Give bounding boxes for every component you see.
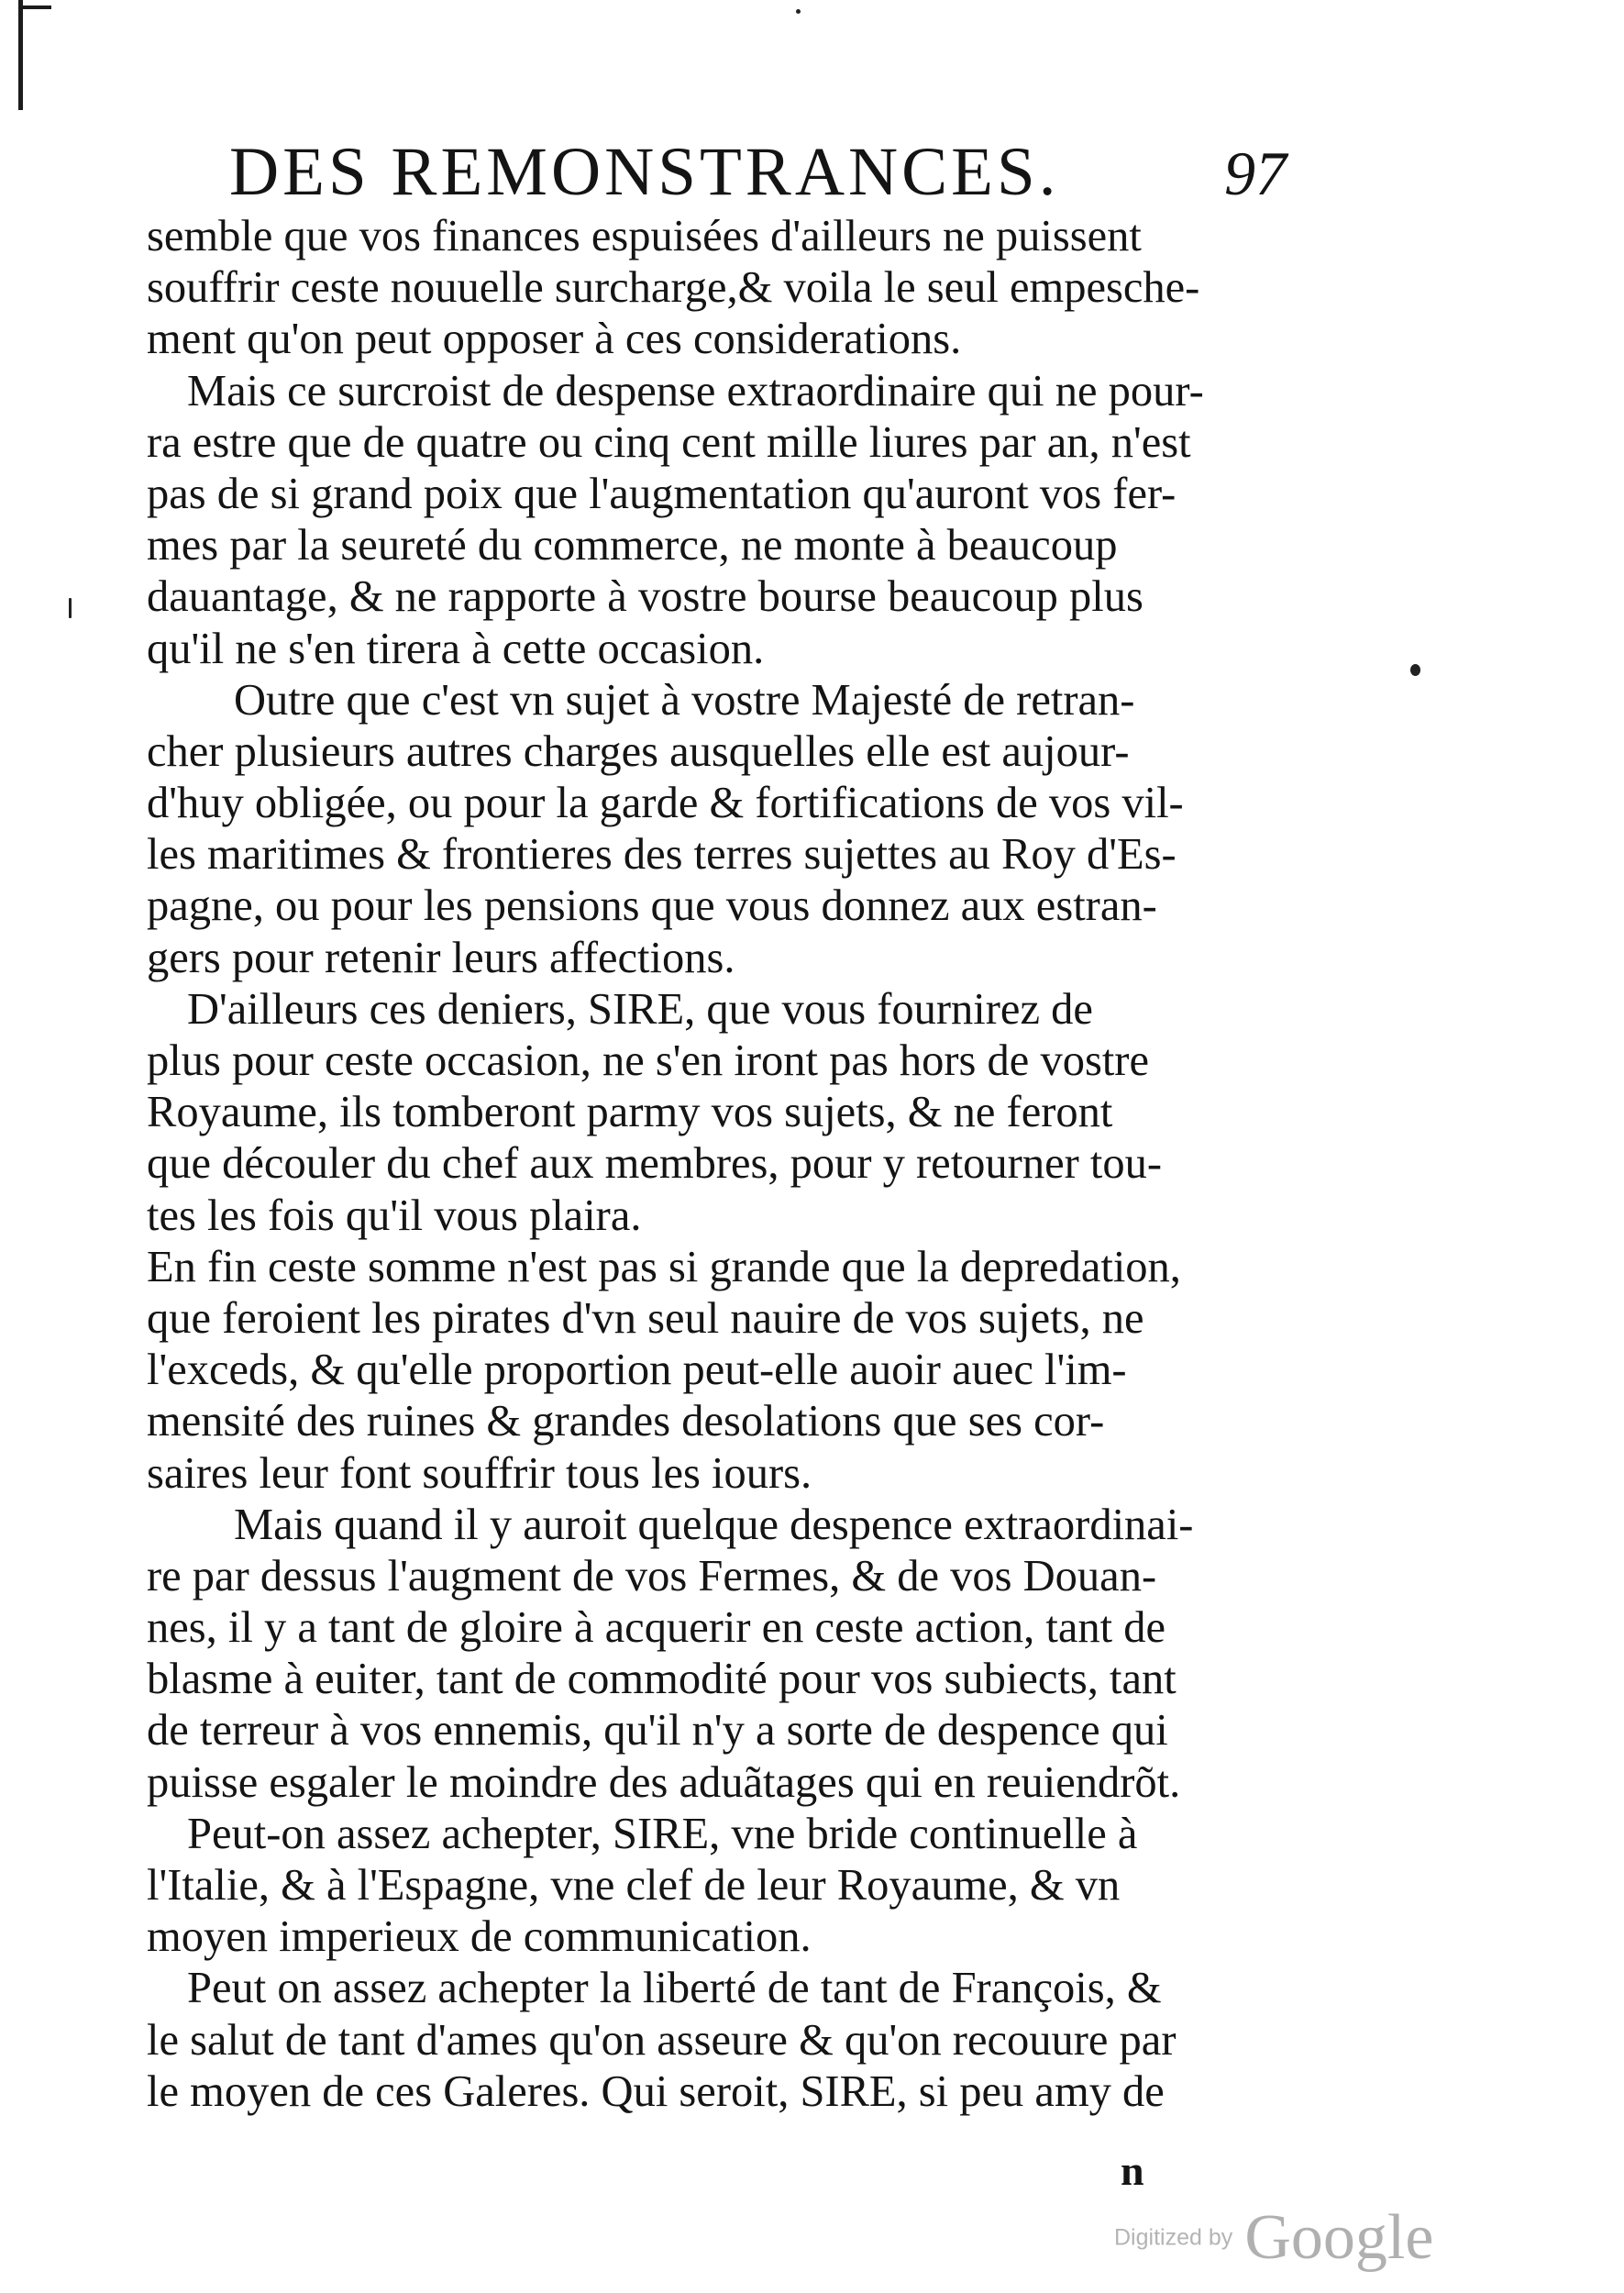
text-line: Mais ce surcroist de despense extraordinaire qui ne pour- — [187, 366, 1204, 415]
ink-speck — [69, 598, 72, 618]
text-line: cher plusieurs autres charges ausquelles elle est aujour- — [147, 726, 1130, 776]
text-line: Peut on assez achepter la liberté de tant de François, & — [187, 1964, 1162, 2013]
google-logo: Google — [1244, 2202, 1434, 2273]
scan-edge-mark — [18, 0, 23, 110]
text-line: pagne, ou pour les pensions que vous donnez aux estran- — [147, 881, 1157, 931]
text-line: le moyen de ces Galeres. Qui seroit, SIRE, si peu amy de — [147, 2066, 1165, 2116]
running-title: DES REMONSTRANCES. — [229, 134, 1060, 210]
text-line: plus pour ceste occasion, ne s'en iront pas hors de vostre — [147, 1036, 1149, 1085]
text-line: ra estre que de quatre ou cinq cent mille liures par an, n'est — [147, 417, 1191, 467]
text-line: que feroient les pirates d'vn seul nauire de vos sujets, ne — [147, 1293, 1144, 1343]
text-line: saires leur font souffrir tous les iours. — [147, 1448, 812, 1498]
text-line: re par dessus l'augment de vos Fermes, & de vos Douan- — [147, 1551, 1157, 1601]
text-line: que découler du chef aux membres, pour y retourner tou- — [147, 1139, 1162, 1189]
text-line: Peut-on assez achepter, SIRE, vne bride continuelle à — [187, 1809, 1138, 1858]
body-text — [147, 211, 1330, 2118]
text-line: ment qu'on peut opposer à ces considerations. — [147, 315, 962, 364]
text-line: blasme à euiter, tant de commodité pour vos subiects, tant — [147, 1655, 1177, 1704]
ink-speck — [1410, 664, 1420, 676]
text-line: En fin ceste somme n'est pas si grande que la depredation, — [147, 1242, 1181, 1291]
text-line: le salut de tant d'ames qu'on asseure & qu'on recouure par — [147, 2015, 1177, 2065]
text-line: dauantage, & ne rapporte à vostre bourse beaucoup plus — [147, 572, 1143, 622]
text-line: pas de si grand poix que l'augmentation qu'auront vos fer- — [147, 469, 1177, 518]
text-line: tes les fois qu'il vous plaira. — [147, 1191, 642, 1240]
text-line: Outre que c'est vn sujet à vostre Majesté de retran- — [234, 675, 1135, 725]
text-line: l'Italie, & à l'Espagne, vne clef de leur Royaume, & vn — [147, 1861, 1121, 1910]
signature-mark: n — [1121, 2147, 1144, 2194]
text-line: de terreur à vos ennemis, qu'il n'y a sorte de despence qui — [147, 1706, 1168, 1756]
text-line: l'exceds, & qu'elle proportion peut-elle auoir auec l'im- — [147, 1346, 1127, 1395]
text-line: mensité des ruines & grandes desolations que ses cor- — [147, 1397, 1105, 1446]
text-line: nes, il y a tant de gloire à acquerir en ceste action, tant de — [147, 1603, 1166, 1653]
text-line: semble que vos finances espuisées d'ailleurs ne puissent — [147, 212, 1142, 260]
text-line: d'huy obligée, ou pour la garde & fortifications de vos vil- — [147, 779, 1184, 828]
ink-speck — [796, 9, 801, 14]
watermark-prefix: Digitized by — [1114, 2224, 1233, 2251]
text-line: Royaume, ils tomberont parmy vos sujets, & ne feront — [147, 1088, 1113, 1137]
text-line: puisse esgaler le moindre des aduãtages qui en reuiendrõt. — [147, 1757, 1181, 1807]
scan-edge-mark — [18, 6, 51, 9]
text-line: D'ailleurs ces deniers, SIRE, que vous fournirez de — [187, 984, 1093, 1034]
text-line: Mais quand il y auroit quelque despence extraordinai- — [234, 1500, 1194, 1549]
digitized-watermark — [1114, 2201, 1433, 2275]
page-number: 97 — [1224, 138, 1287, 208]
text-line: souffrir ceste nouuelle surcharge,& voila le seul empesche- — [147, 263, 1200, 313]
text-line: mes par la seureté du commerce, ne monte à beaucoup — [147, 521, 1118, 570]
text-line: moyen imperieux de communication. — [147, 1912, 812, 1962]
text-line: les maritimes & frontieres des terres sujettes au Roy d'Es- — [147, 830, 1177, 880]
text-line: gers pour retenir leurs affections. — [147, 933, 735, 982]
text-line: qu'il ne s'en tirera à cette occasion. — [147, 624, 765, 673]
